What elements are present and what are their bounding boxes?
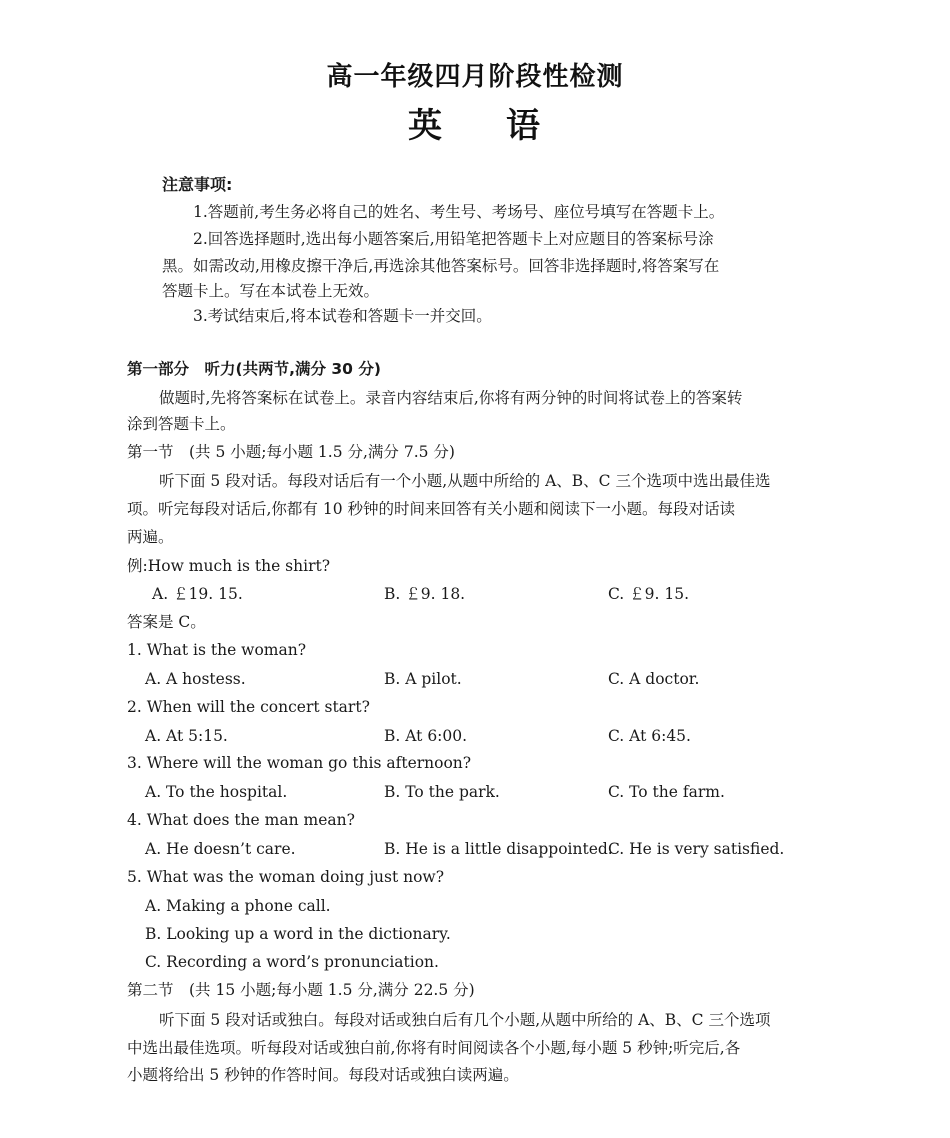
- question-2-option-b: B. At 6:00.: [384, 727, 468, 745]
- section1-intro-line: 听下面 5 段对话。每段对话后有一个小题,从题中所给的 A、B、C 三个选项中选出最佳选: [159, 472, 771, 490]
- section2-intro-line: 小题将给出 5 秒钟的作答时间。每段对话或独白读两遍。: [127, 1066, 519, 1084]
- question-4-option-b: B. He is a little disappointed.: [384, 840, 613, 858]
- notice-item: 黑。如需改动,用橡皮擦干净后,再选涂其他答案标号。回答非选择题时,将答案写在: [162, 257, 720, 275]
- example-question: 例:How much is the shirt?: [127, 557, 331, 575]
- notice-item: 1.答题前,考生务必将自己的姓名、考生号、考场号、座位号填写在答题卡上。: [193, 203, 725, 221]
- question-4-option-a: A. He doesn’t care.: [145, 840, 296, 858]
- question-2-option-c: C. At 6:45.: [608, 727, 691, 745]
- notice-item: 2.回答选择题时,选出每小题答案后,用铅笔把答题卡上对应题目的答案标号涂: [193, 230, 714, 248]
- question-4-option-c: C. He is very satisfied.: [608, 840, 785, 858]
- question-1-option-a: A. A hostess.: [145, 670, 246, 688]
- question-2: 2. When will the concert start?: [127, 698, 370, 716]
- part1-heading: 第一部分 听力(共两节,满分 30 分): [127, 360, 381, 378]
- example-option-c: C. ￡9. 15.: [608, 585, 690, 603]
- subject-char-right: 语: [506, 106, 542, 146]
- question-5-option-b: B. Looking up a word in the dictionary.: [145, 925, 451, 943]
- question-5: 5. What was the woman doing just now?: [127, 868, 445, 886]
- section1-intro-line: 两遍。: [127, 528, 174, 546]
- question-5-option-c: C. Recording a word’s pronunciation.: [145, 953, 439, 971]
- subject-char-left: 英: [408, 106, 444, 146]
- question-4: 4. What does the man mean?: [127, 811, 355, 829]
- question-1-option-b: B. A pilot.: [384, 670, 462, 688]
- example-answer: 答案是 C。: [127, 613, 206, 631]
- example-option-a: A. ￡19. 15.: [152, 585, 243, 603]
- question-3-option-a: A. To the hospital.: [145, 783, 288, 801]
- question-5-option-a: A. Making a phone call.: [145, 897, 331, 915]
- section1-intro-line: 项。听完每段对话后,你都有 10 秒钟的时间来回答有关小题和阅读下一小题。每段对话读: [127, 500, 736, 518]
- section2-heading: 第二节 (共 15 小题;每小题 1.5 分,满分 22.5 分): [127, 981, 475, 999]
- notice-item: 3.考试结束后,将本试卷和答题卡一并交回。: [193, 307, 492, 325]
- subject-title: [0, 98, 950, 147]
- section2-intro-line: 听下面 5 段对话或独白。每段对话或独白后有几个小题,从题中所给的 A、B、C 三个选项: [159, 1011, 771, 1029]
- question-2-option-a: A. At 5:15.: [145, 727, 228, 745]
- question-3: 3. Where will the woman go this afternoon?: [127, 754, 472, 772]
- question-3-option-b: B. To the park.: [384, 783, 500, 801]
- example-option-b: B. ￡9. 18.: [384, 585, 466, 603]
- question-1: 1. What is the woman?: [127, 641, 307, 659]
- notice-item: 答题卡上。写在本试卷上无效。: [162, 282, 380, 300]
- section1-heading: 第一节 (共 5 小题;每小题 1.5 分,满分 7.5 分): [127, 443, 455, 461]
- question-1-option-c: C. A doctor.: [608, 670, 700, 688]
- part1-intro-line: 做题时,先将答案标在试卷上。录音内容结束后,你将有两分钟的时间将试卷上的答案转: [159, 389, 743, 407]
- notice-heading: 注意事项:: [162, 175, 233, 194]
- section2-intro-line: 中选出最佳选项。听每段对话或独白前,你将有时间阅读各个小题,每小题 5 秒钟;听完后,各: [127, 1039, 741, 1057]
- part1-intro-line: 涂到答题卡上。: [127, 415, 236, 433]
- exam-title: 高一年级四月阶段性检测: [326, 62, 624, 92]
- question-3-option-c: C. To the farm.: [608, 783, 725, 801]
